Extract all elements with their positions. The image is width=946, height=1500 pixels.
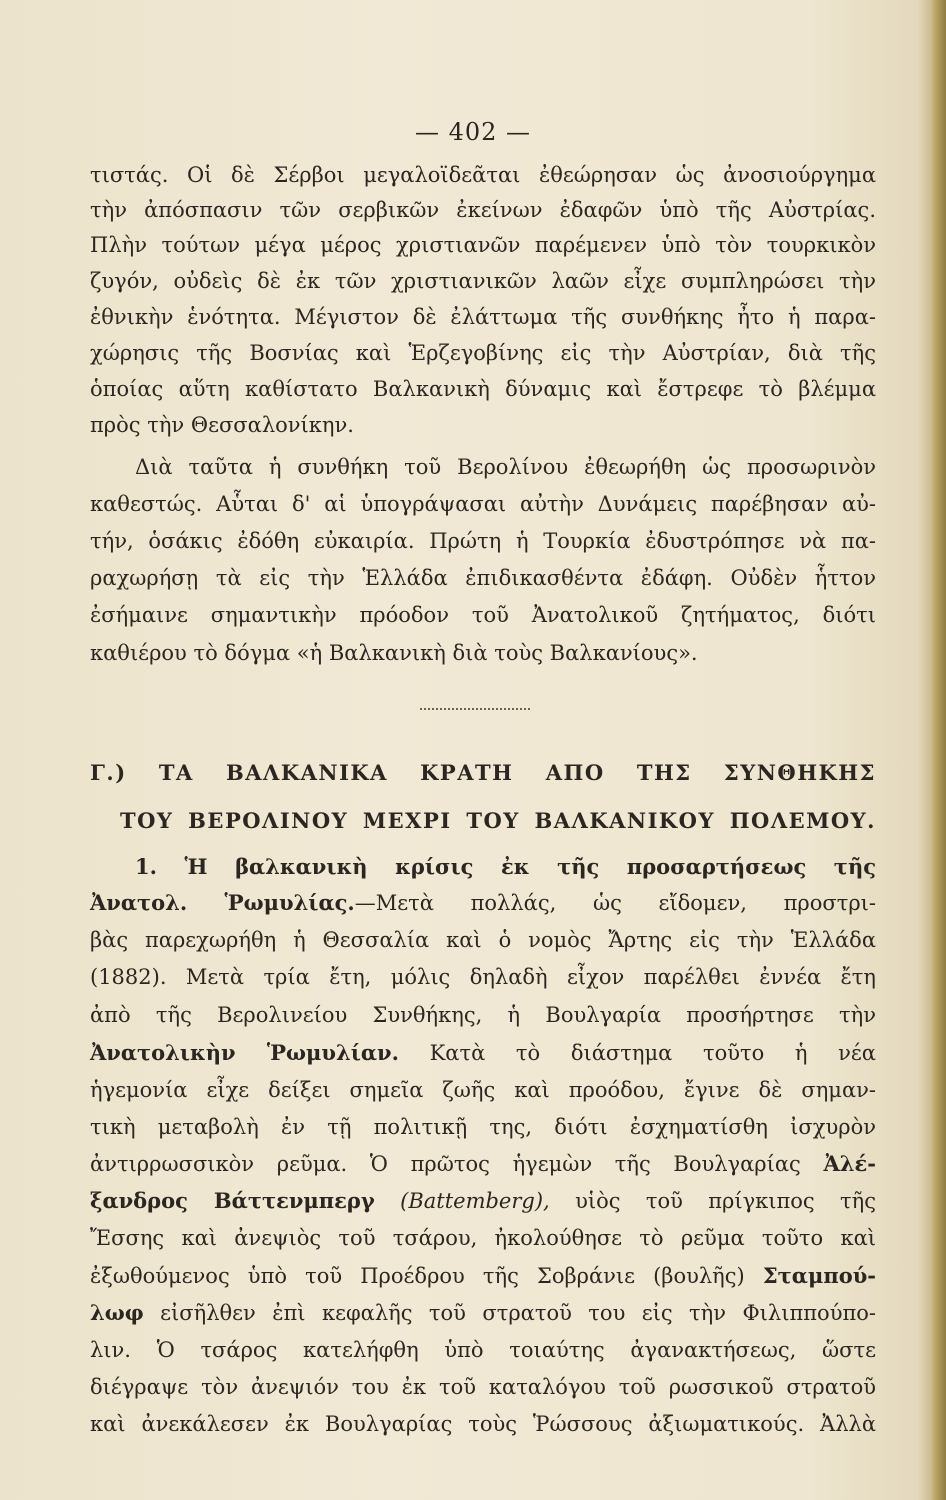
text-line: καθεστώς. Αὗται δ' αἱ ὑπογράψασαι αὐτὴν Δυνάμεις παρέβησαν αὐ- [90,492,876,516]
text-line: ἡγεμονία εἶχε δείξει σημεῖα ζωῆς καὶ προόδου, ἔγινε δὲ σημαν- [90,1078,876,1102]
text-line: ἀντιρρωσσικὸν ρεῦμα. Ὁ πρῶτος ἡγεμὼν τῆς Βουλγαρίας Ἀλέ- [90,1151,876,1176]
page-edge [932,0,946,1500]
text-line: λιν. Ὁ τσάρος κατελήφθη ὑπὸ τοιαύτης ἀγανακτήσεως, ὥστε [90,1338,876,1362]
text-line: πρὸς τὴν Θεσσαλονίκην. [90,413,354,437]
text-line: Διὰ ταῦτα ἡ συνθήκη τοῦ Βερολίνου ἐθεωρήθη ὡς προσωρινὸν [135,455,876,479]
text-line: τὴν ἀπόσπασιν τῶν σερβικῶν ἐκείνων ἐδαφῶν ὑπὸ τῆς Αὐστρίας. [90,198,876,222]
text-line: καὶ ἀνεκάλεσεν ἐκ Βουλγαρίας τοὺς Ῥώσσους ἀξιωματικούς. Ἀλλὰ [90,1412,876,1436]
text-line: τιστάς. Οἱ δὲ Σέρβοι μεγαλοϊδεᾶται ἐθεώρησαν ὡς ἀνοσιούργημα [90,163,876,187]
text-line: ζυγόν, οὐδεὶς δὲ ἐκ τῶν χριστιανικῶν λαῶν εἶχε συμπληρώσει τὴν [90,269,876,293]
text-line: διέγραψε τὸν ἀνεψιόν του ἐκ τοῦ καταλόγου τοῦ ρωσσικοῦ στρατοῦ [90,1375,876,1399]
bold-term: Ἀνατολ. Ῥωμυλίας. [90,890,355,915]
text-line: Πλὴν τούτων μέγα μέρος χριστιανῶν παρέμενεν ὑπὸ τὸν τουρκικὸν [90,233,876,257]
section-heading: ΤΟΥ ΒΕΡΟΛΙΝΟΥ ΜΕΧΡΙ ΤΟΥ ΒΑΛΚΑΝΙΚΟΥ ΠΟΛΕΜΟΥ. [120,808,876,833]
text-line: ραχωρήσῃ τὰ εἰς τὴν Ἑλλάδα ἐπιδικασθέντα ἐδάφη. Οὐδὲν ἧττον [90,566,876,590]
text-line: (1882). Μετὰ τρία ἔτη, μόλις δηλαδὴ εἶχον παρέλθει ἐννέα ἔτη [90,965,876,989]
bold-term: Ἀνατολικὴν Ῥωμυλίαν. [90,1040,399,1065]
text-line: Ἀνατολικὴν Ῥωμυλίαν. Κατὰ τὸ διάστημα τοῦτο ἡ νέα [90,1040,876,1065]
text-line [135,852,876,882]
bold-term: λωφ [90,1300,144,1325]
page-number: — 402 — [414,118,532,146]
text-line: Ἔσσης καὶ ἀνεψιὸς τοῦ τσάρου, ἠκολούθησε τὸ ρεῦμα τοῦτο καὶ [90,1226,876,1250]
section-heading: Γ.) ΤΑ ΒΑΛΚΑΝΙΚΑ ΚΡΑΤΗ ΑΠΟ ΤΗΣ ΣΥΝΘΗΚΗΣ [90,760,876,785]
text-line: ἐσήμαινε σημαντικὴν πρόοδον τοῦ Ἀνατολικοῦ ζητήματος, διότι [90,603,876,627]
bold-term: ξανδρος Βάττενμπεργ [90,1188,375,1213]
text-line: ἀπὸ τῆς Βερολινείου Συνθήκης, ἡ Βουλγαρία προσήρτησε τὴν [90,1003,876,1027]
bold-term: Σταμπού- [762,1263,876,1288]
text-line: ἐξωθούμενος ὑπὸ τοῦ Προέδρου τῆς Σοβράνιε (βουλῆς) Σταμπού- [90,1263,876,1288]
text-line: Ἀνατολ. Ῥωμυλίας.—Μετὰ πολλάς, ὡς εἴδομεν, προστρι- [90,890,876,915]
text-line: χώρησις τῆς Βοσνίας καὶ Ἑρζεγοβίνης εἰς τὴν Αὐστρίαν, διὰ τῆς [90,341,876,365]
section-divider [420,704,530,710]
text-line: λωφ εἰσῆλθεν ἐπὶ κεφαλῆς τοῦ στρατοῦ του εἰς τὴν Φιλιππούπο- [90,1300,876,1325]
subsection-title: 1. Ἡ βαλκανικὴ κρίσις ἐκ τῆς προσαρτήσεως τῆς [135,854,876,879]
text-line: τικὴ μεταβολὴ ἐν τῇ πολιτικῇ της, διότι ἐσχηματίσθη ἰσχυρὸν [90,1115,876,1139]
text-line: καθιέρου τὸ δόγμα «ἡ Βαλκανικὴ διὰ τοὺς Βαλκανίους». [90,641,698,665]
text-line: τήν, ὁσάκις ἐδόθη εὐκαιρία. Πρώτη ἡ Τουρκία ἐδυστρόπησε νὰ πα- [90,529,876,553]
bold-term: Ἀλέ- [823,1151,876,1176]
text-line: ἐθνικὴν ἑνότητα. Μέγιστον δὲ ἐλάττωμα τῆς συνθήκης ἦτο ἡ παρα- [90,305,876,329]
italic-term: (Battemberg), [400,1189,550,1213]
text-line: βὰς παρεχωρήθη ἡ Θεσσαλία καὶ ὁ νομὸς Ἄρτης εἰς τὴν Ἑλλάδα [90,928,876,952]
text-line: ξανδρος Βάττενμπεργ (Battemberg), υἱὸς τοῦ πρίγκιπος τῆς [90,1188,877,1213]
text-line: ὁποίας αὕτη καθίστατο Βαλκανικὴ δύναμις καὶ ἔστρεφε τὸ βλέμμα [90,377,876,401]
